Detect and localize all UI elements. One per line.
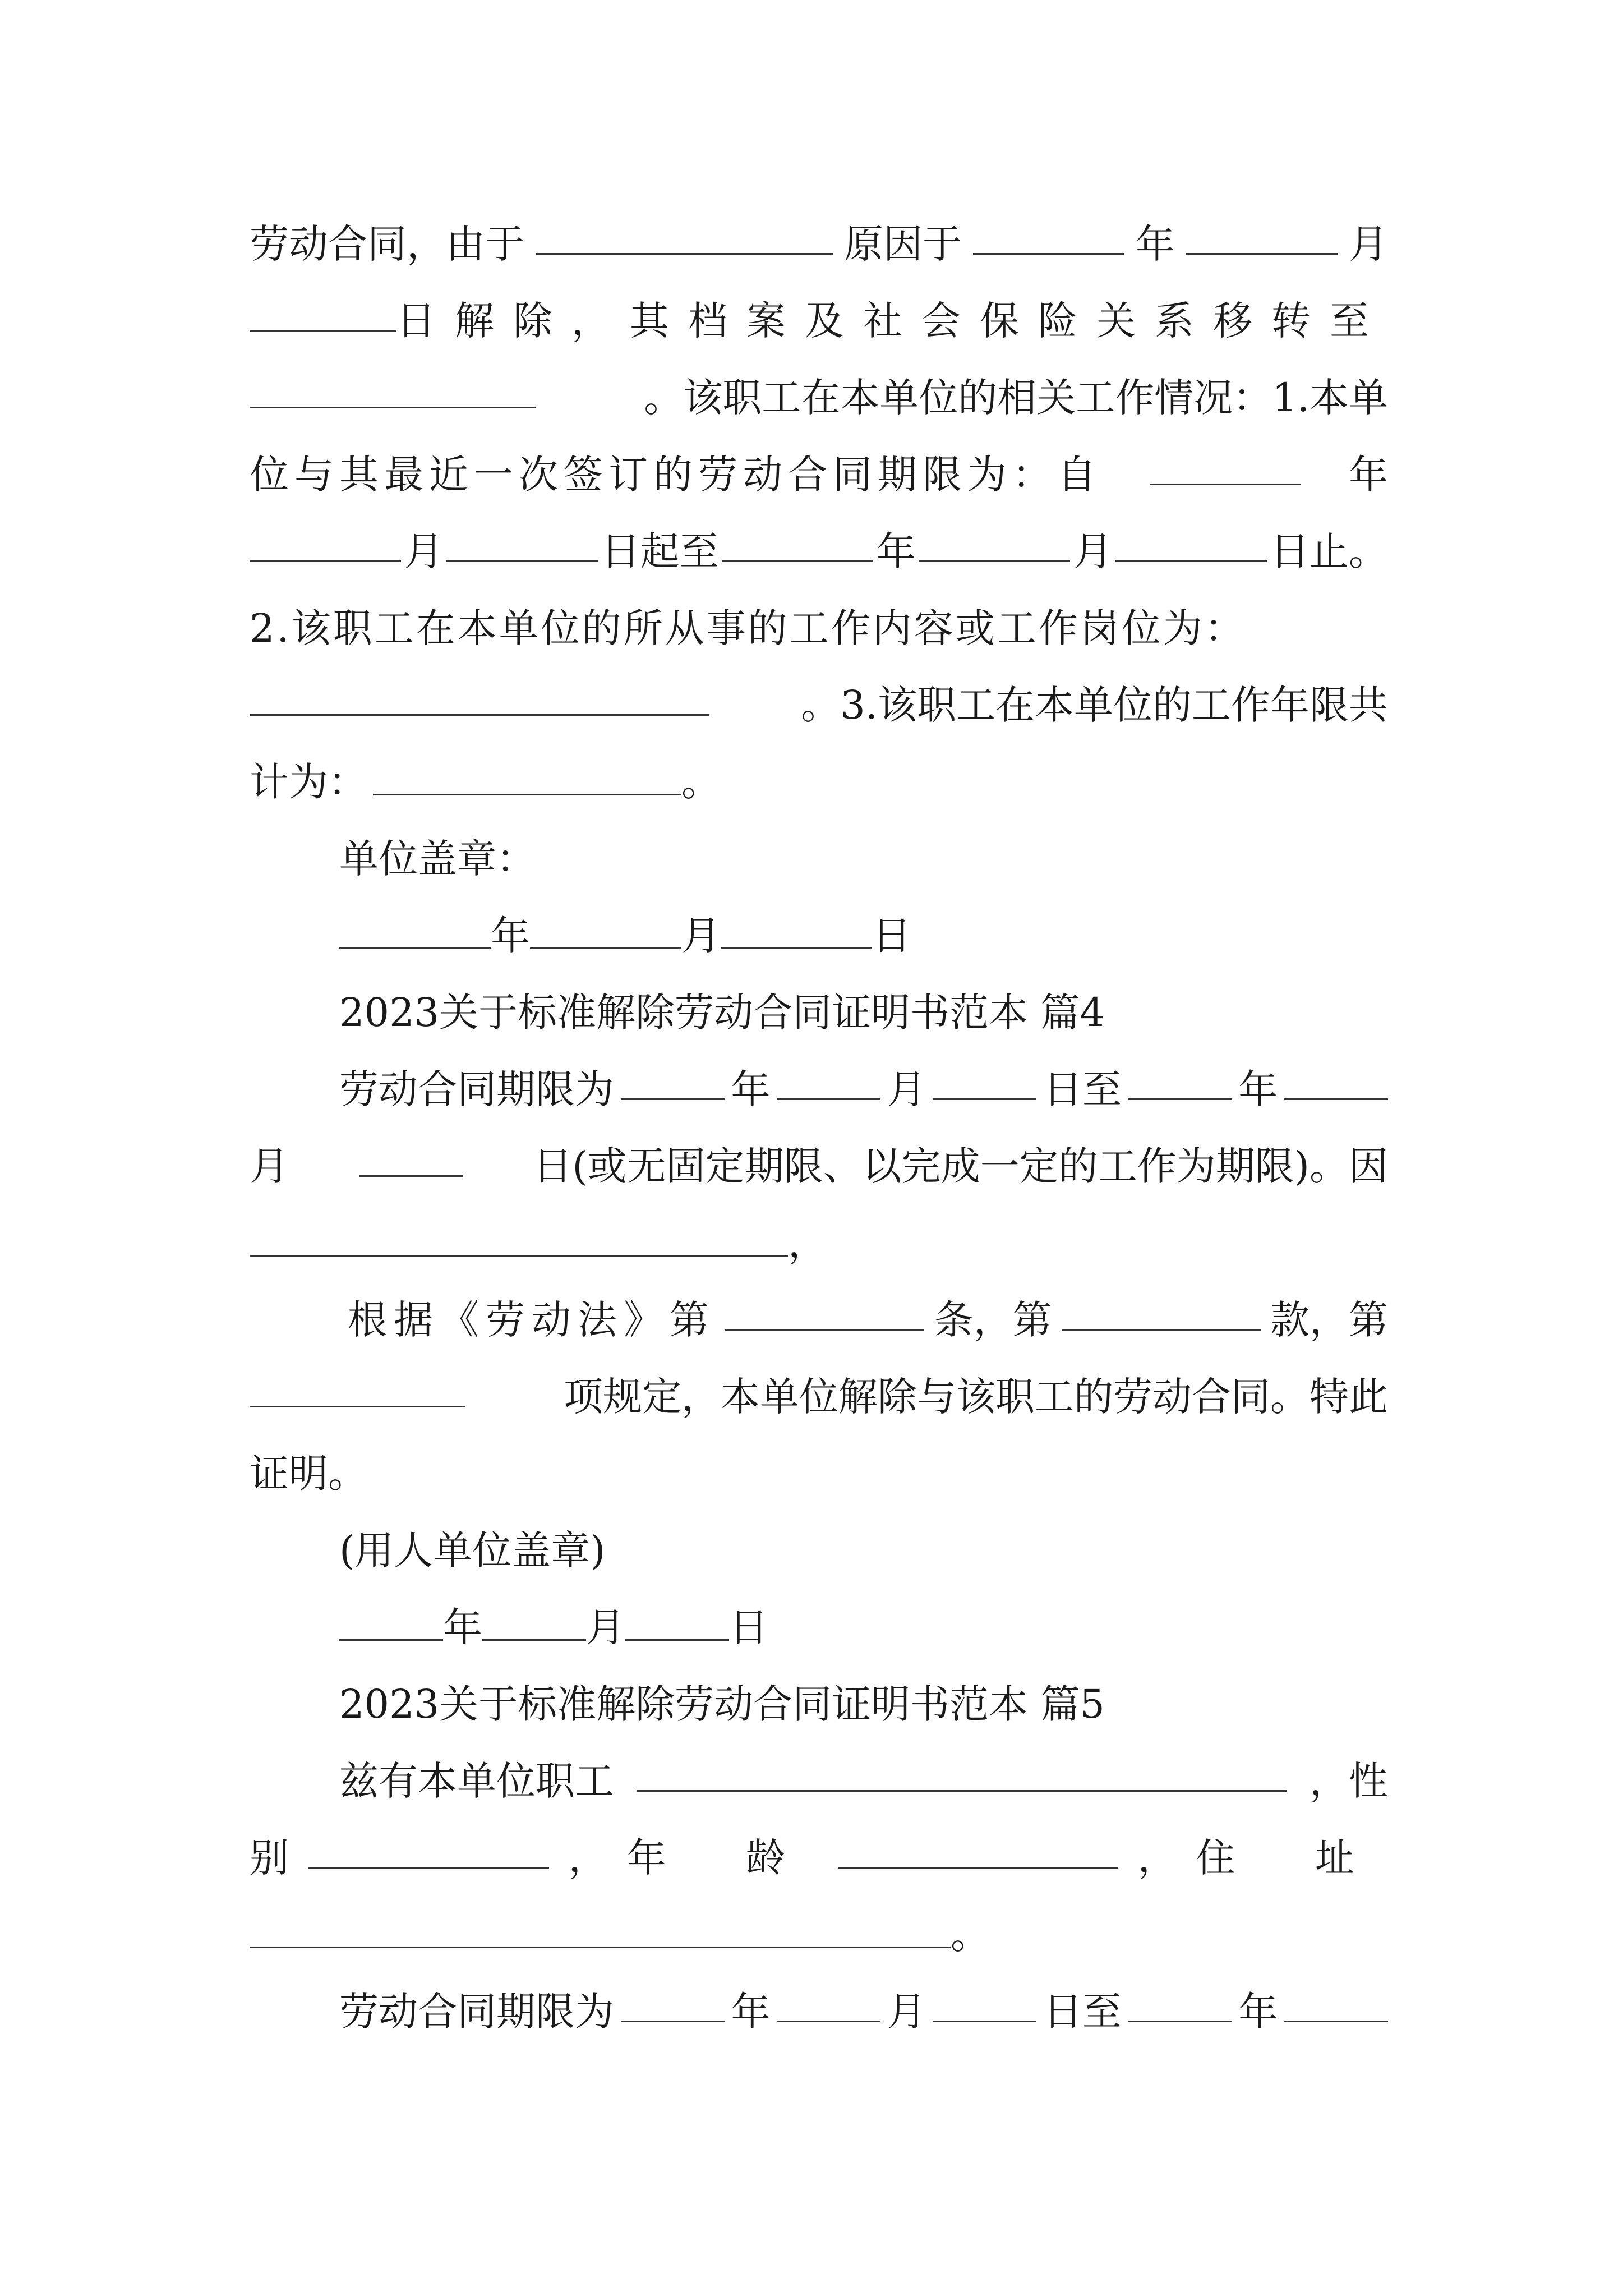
text-segment: 。该职工在本单位的相关工作情况：1.本单: [644, 375, 1388, 421]
blank-field: [359, 1138, 463, 1177]
text-line: [250, 600, 1388, 656]
text-line: [250, 677, 1388, 733]
blank-field: [625, 1602, 729, 1641]
text-segment: 年: [1238, 1066, 1278, 1112]
section-heading: [339, 984, 1388, 1041]
blank-field: [1128, 1984, 1232, 2022]
blank-field: [250, 293, 396, 332]
text-line: [339, 1753, 1388, 1809]
text-segment: 日起至: [601, 528, 719, 574]
blank-field: [536, 216, 833, 255]
blank-field: [621, 1984, 725, 2022]
text-segment: 月: [887, 1066, 926, 1112]
text-line: [250, 754, 1388, 810]
text-segment: 根据《劳动法》第: [348, 1297, 716, 1343]
stamp-label: 单位盖章：: [339, 836, 536, 882]
blank-field: [722, 523, 873, 562]
text-segment: 年: [1136, 221, 1175, 267]
text-segment: 2.该职工在本单位的所从事的工作内容或工作岗位为：: [250, 605, 1246, 651]
heading-text: 2023关于标准解除劳动合同证明书范本 篇4: [339, 990, 1105, 1036]
text-segment: 计为：: [250, 759, 367, 805]
text-segment: 条，第: [934, 1297, 1052, 1343]
text-segment: 。3.该职工在本单位的工作年限共: [801, 682, 1388, 728]
text-line: [250, 1369, 1388, 1425]
text-line: [339, 831, 1388, 887]
text-line: [250, 216, 1388, 272]
text-segment: 住 址: [1196, 1835, 1388, 1881]
text-line: [339, 1061, 1388, 1117]
text-segment: 年: [491, 913, 530, 959]
text-segment: ，: [788, 1220, 827, 1266]
text-segment: 证明。: [250, 1451, 367, 1497]
text-segment: 劳动合同，由于: [250, 221, 524, 267]
text-segment: 原因于: [844, 221, 962, 267]
blank-field: [637, 1753, 1287, 1792]
text-segment: 兹有本单位职工: [339, 1758, 614, 1804]
text-line: [348, 1292, 1388, 1348]
text-line: [339, 1522, 1388, 1579]
blank-field: [777, 1984, 880, 2022]
blank-field: [621, 1061, 725, 1100]
text-segment: 日(或无固定期限、以完成一定的工作为期限)。因: [533, 1143, 1388, 1189]
blank-field: [250, 523, 401, 562]
blank-field: [308, 1830, 549, 1869]
text-segment: 日: [872, 913, 911, 959]
blank-field: [1284, 1061, 1388, 1100]
text-segment: 年: [443, 1604, 482, 1650]
text-line: [339, 1984, 1388, 2040]
text-segment: 年: [876, 528, 916, 574]
text-segment: 年: [731, 1066, 771, 1112]
text-segment: 年: [1349, 452, 1388, 498]
blank-field: [250, 1369, 465, 1407]
text-line: [250, 370, 1388, 426]
blank-field: [373, 757, 681, 795]
text-segment: 日至: [1043, 1066, 1122, 1112]
text-segment: ，: [568, 1835, 608, 1881]
text-segment: 项规定，本单位解除与该职工的劳动合同。特此: [564, 1374, 1388, 1420]
text-segment: 日解除，其档案及社会保险关系移转至: [396, 298, 1388, 344]
text-segment: 。: [951, 1912, 990, 1958]
blank-field: [919, 523, 1070, 562]
blank-field: [250, 370, 536, 408]
blank-field: [1115, 523, 1267, 562]
stamp-label: (用人单位盖章): [339, 1527, 606, 1573]
blank-field: [339, 910, 491, 949]
text-segment: 月: [404, 528, 444, 574]
blank-field: [777, 1061, 880, 1100]
text-segment: 别: [250, 1835, 289, 1881]
blank-field: [250, 1218, 788, 1257]
blank-field: [482, 1602, 586, 1641]
text-segment: 日止。: [1270, 528, 1388, 574]
blank-field: [446, 523, 598, 562]
text-line: [250, 1446, 1388, 1502]
text-segment: 月: [586, 1604, 625, 1650]
text-segment: ，: [1137, 1835, 1177, 1881]
text-segment: 位与其最近一次签订的劳动合同期限为：自: [250, 452, 1102, 498]
section-heading: [339, 1676, 1388, 1732]
text-segment: 月: [887, 1989, 926, 2035]
text-line: [339, 1599, 1388, 1655]
blank-field: [250, 1910, 951, 1948]
blank-field: [721, 910, 872, 949]
blank-field: [1128, 1061, 1232, 1100]
text-segment: 月: [1349, 221, 1388, 267]
text-segment: 款，第: [1270, 1297, 1388, 1343]
text-segment: 劳动合同期限为: [339, 1066, 614, 1112]
blank-field: [1284, 1984, 1388, 2022]
text-segment: 年 龄: [626, 1835, 819, 1881]
blank-field: [530, 910, 681, 949]
blank-field: [250, 677, 709, 716]
text-segment: 年: [731, 1989, 771, 2035]
blank-field: [973, 216, 1124, 255]
blank-field: [838, 1830, 1118, 1869]
text-line: [339, 908, 1388, 964]
text-line: [250, 293, 1388, 349]
text-segment: 月: [681, 913, 721, 959]
blank-field: [933, 1061, 1036, 1100]
text-segment: 。: [681, 759, 721, 805]
heading-text: 2023关于标准解除劳动合同证明书范本 篇5: [339, 1681, 1105, 1727]
text-line: [250, 447, 1388, 503]
text-segment: 日至: [1043, 1989, 1122, 2035]
text-line: [250, 1907, 1388, 1963]
text-line: [250, 523, 1388, 579]
blank-field: [1186, 216, 1338, 255]
blank-field: [933, 1984, 1036, 2022]
text-segment: 月: [250, 1143, 289, 1189]
text-segment: 日: [729, 1604, 768, 1650]
text-line: [250, 1830, 1388, 1886]
blank-field: [339, 1602, 443, 1641]
blank-field: [1150, 447, 1301, 485]
blank-field: [1062, 1292, 1261, 1331]
text-segment: 年: [1238, 1989, 1278, 2035]
text-line: [250, 1138, 1388, 1194]
text-segment: 月: [1073, 528, 1113, 574]
text-segment: 劳动合同期限为: [339, 1989, 614, 2035]
text-line: [250, 1215, 1388, 1271]
blank-field: [725, 1292, 924, 1331]
text-segment: ，性: [1310, 1758, 1388, 1804]
